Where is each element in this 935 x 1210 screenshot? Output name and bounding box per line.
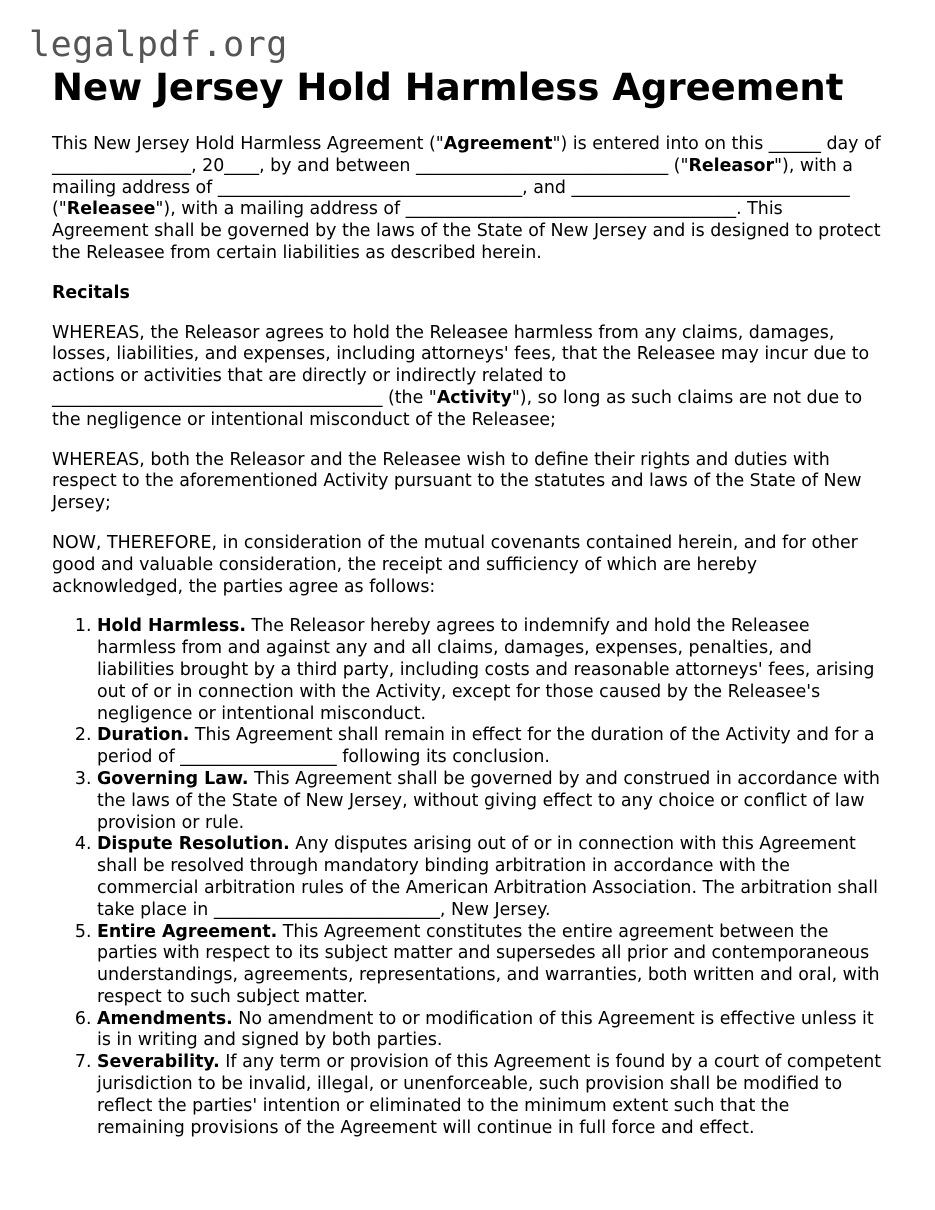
clause-text: The Releasor hereby agrees to indemnify and hold the Releasee harmless from and against any and all claims, damages, expenses, penalties, and liabilities brought by a third party, including costs and reasonable attorneys' fees, arising out of or in connection with the Activity, except for those caused by the Releasee's negligence or intentional misconduct. [97,616,875,724]
intro-text-4: "), with a mailing address of ______________________________________. This Agreement shall be governed by the laws of the State of New Jersey and is designed to protect the Releasee from certain liabilities as described herein. [52,199,881,263]
clause-item [97,769,882,834]
intro-text-3: "), with a mailing address of ___________________________________, and ________________________________ (" [52,155,853,220]
releasee-term: Releasee [66,199,156,220]
whereas1-text-2: "), so long as such claims are not due to the negligence or intentional misconduct of the Releasee; [52,387,863,430]
clause-item [97,1009,882,1053]
clause-item [97,616,882,725]
clause-item [97,725,882,769]
releasor-term: Releasor [688,155,775,176]
clause-text: This Agreement shall remain in effect for the duration of the Activity and for a period of __________________ following its conclusion. [97,725,875,768]
intro-text-1: This New Jersey Hold Harmless Agreement (" [52,134,444,154]
intro-text-2: ") is entered into on this ______ day of ________________, 20____, by and between _____________________________ (" [52,134,881,176]
clause-heading: Severability. [97,1052,220,1073]
clause-heading: Entire Agreement. [97,921,278,942]
recitals-heading: Recitals [52,282,130,303]
whereas-paragraph-2: WHEREAS, both the Releasor and the Releasee wish to define their rights and duties with respect to the aforementioned Activity pursuant to the statutes and laws of the State of New Jersey; [52,449,862,514]
agreement-term: Agreement [443,134,553,154]
activity-term: Activity [436,387,512,408]
whereas-paragraph-1 [52,323,882,432]
clause-heading: Duration. [97,725,190,746]
clause-heading: Hold Harmless. [97,616,247,637]
document-body [52,134,882,1139]
clause-heading: Governing Law. [97,768,249,789]
clause-text: If any term or provision of this Agreement is found by a court of competent jurisdiction to be invalid, illegal, or unenforceable, such provision shall be modified to reflect the parties' intention or eliminated to the minimum extent such that the remaining provisions of the Agreement will continue in full force and effect. [97,1052,882,1138]
document-title: New Jersey Hold Harmless Agreement [52,66,844,109]
now-therefore-paragraph: NOW, THEREFORE, in consideration of the mutual covenants contained herein, and for other good and valuable consideration, the receipt and sufficiency of which are hereby acknowledged, the parties agree as follows: [52,532,858,597]
whereas1-text-1: WHEREAS, the Releasor agrees to hold the Releasee harmless from any claims, damages, losses, liabilities, and expenses, including attorneys' fees, that the Releasee may incur due to actions or activities that are directly or indirectly related to ______________________________________ (the " [52,322,870,408]
clause-text: This Agreement constitutes the entire agreement between the parties with respect to its subject matter and supersedes all prior and contemporaneous understandings, agreements, representations, and warranties, both written and oral, with respect to such subject matter. [97,921,880,1007]
clause-text: No amendment to or modification of this Agreement is effective unless it is in writing and signed by both parties. [97,1008,874,1051]
clause-list [52,616,882,1139]
clause-item [97,834,882,921]
clause-item [97,1052,882,1139]
clause-heading: Dispute Resolution. [97,834,290,855]
watermark: legalpdf.org [29,25,288,65]
clause-text: Any disputes arising out of or in connection with this Agreement shall be resolved through mandatory binding arbitration in accordance with the commercial arbitration rules of the American Arbitration Association. The arbitration shall take place in __________________________, New Jersey. [97,834,878,920]
clause-item [97,922,882,1009]
intro-paragraph [52,134,882,265]
clause-heading: Amendments. [97,1008,233,1029]
clause-text: This Agreement shall be governed by and construed in accordance with the laws of the State of New Jersey, without giving effect to any choice or conflict of law provision or rule. [97,768,880,833]
